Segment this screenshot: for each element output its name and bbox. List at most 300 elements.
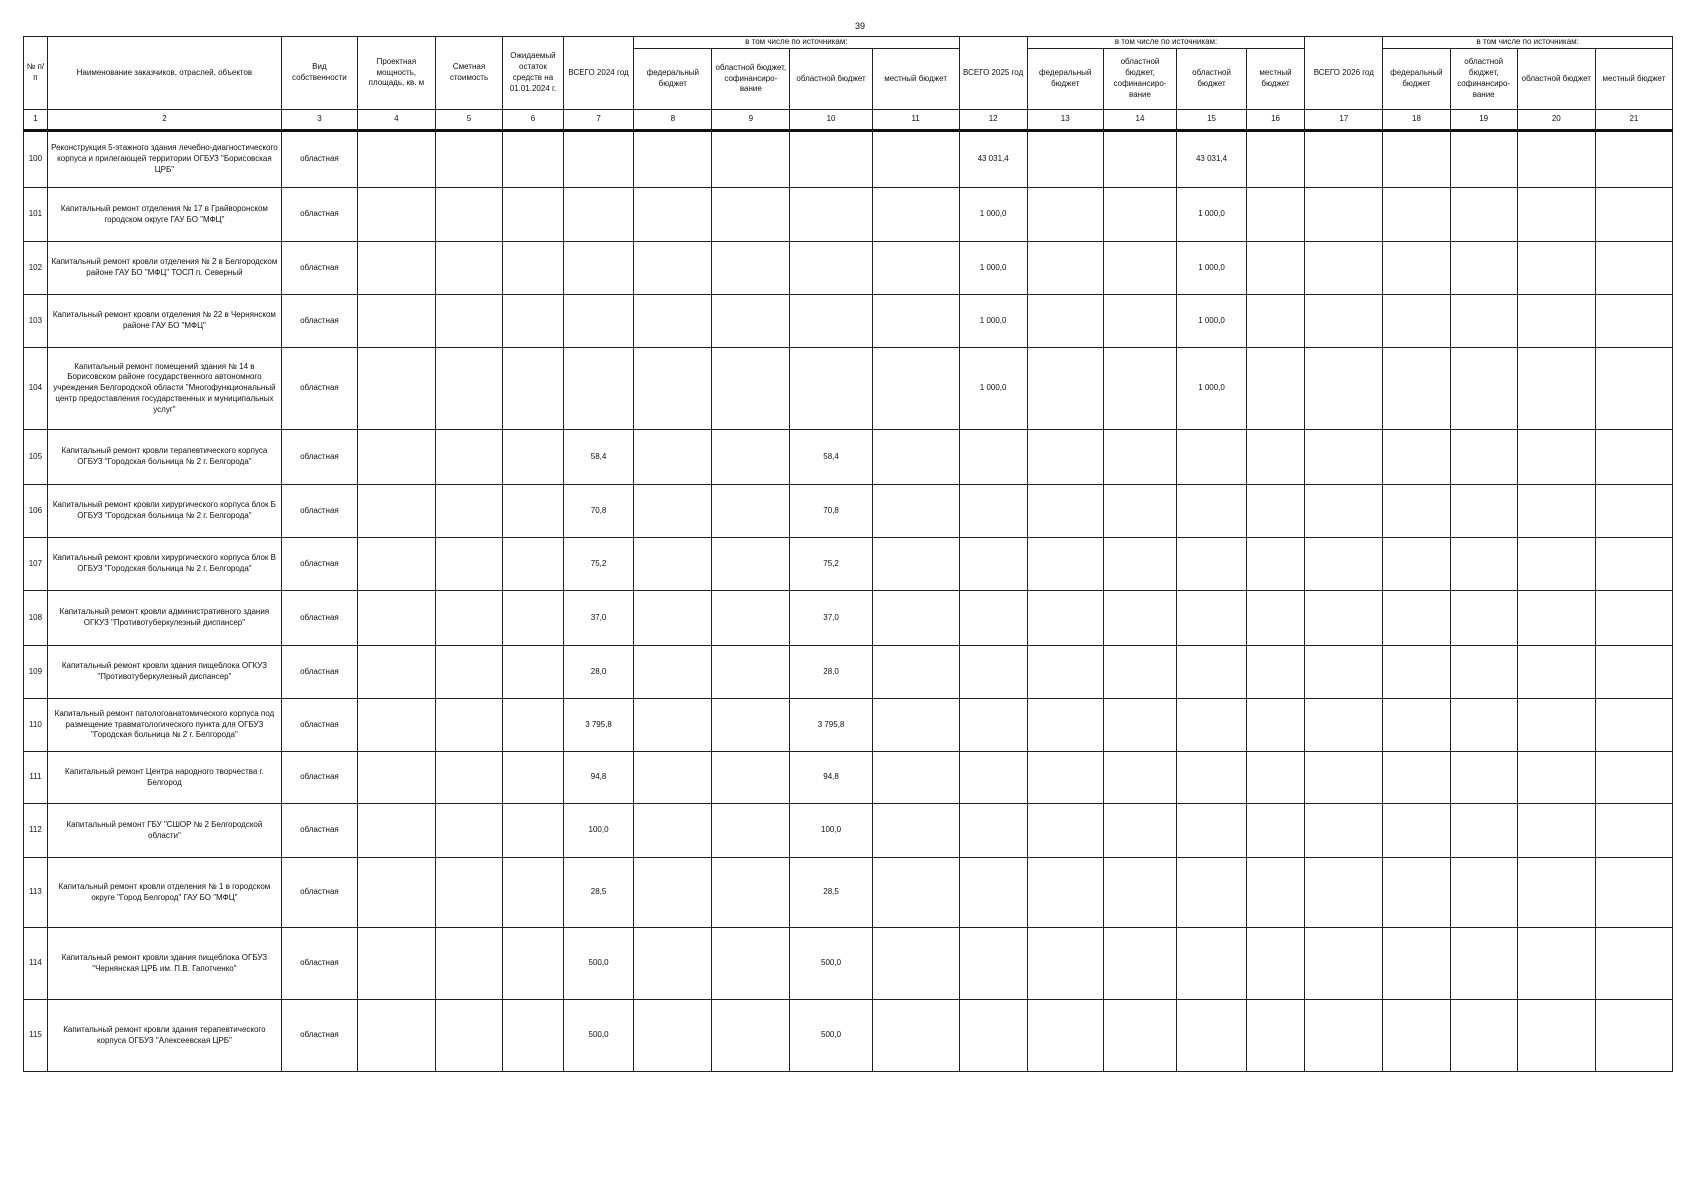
column-number: 16	[1246, 110, 1305, 131]
ownership-type: областная	[281, 646, 357, 699]
cell-empty	[1027, 858, 1103, 928]
cell-empty	[634, 131, 712, 188]
cell-empty	[1103, 858, 1177, 928]
cell-empty	[1595, 646, 1672, 699]
regional-budget-2025	[1177, 752, 1246, 804]
cell-empty	[712, 928, 790, 1000]
cell-empty	[1027, 646, 1103, 699]
regional-budget-2024	[790, 295, 872, 348]
cell-empty	[872, 242, 959, 295]
cell-empty	[1246, 804, 1305, 858]
cell-empty	[1517, 538, 1595, 591]
budget-table	[23, 36, 1673, 1072]
cell-empty	[1383, 538, 1450, 591]
header-name: Наименование заказчиков, отраслей, объектов	[47, 37, 281, 110]
total-2024: 70,8	[563, 485, 633, 538]
regional-budget-2024: 28,0	[790, 646, 872, 699]
header-regional-2026: областной бюджет	[1517, 49, 1595, 110]
cell-empty	[1305, 591, 1383, 646]
ownership-type: областная	[281, 591, 357, 646]
column-number: 4	[357, 110, 435, 131]
cell-empty	[1305, 1000, 1383, 1072]
cell-empty	[1383, 646, 1450, 699]
cell-empty	[435, 348, 502, 430]
cell-empty	[1103, 242, 1177, 295]
regional-budget-2024: 3 795,8	[790, 699, 872, 752]
cell-empty	[1305, 646, 1383, 699]
cell-empty	[1595, 1000, 1672, 1072]
cell-empty	[357, 188, 435, 242]
column-number: 6	[503, 110, 564, 131]
cell-empty	[1383, 928, 1450, 1000]
regional-budget-2024	[790, 348, 872, 430]
cell-empty	[1450, 699, 1517, 752]
cell-empty	[1103, 485, 1177, 538]
header-capacity: Проектная мощность, площадь, кв. м	[357, 37, 435, 110]
cell-empty	[435, 752, 502, 804]
header-federal-2025: федеральный бюджет	[1027, 49, 1103, 110]
cell-empty	[435, 928, 502, 1000]
table-row	[24, 242, 1673, 295]
cell-empty	[1305, 538, 1383, 591]
cell-empty	[1517, 485, 1595, 538]
cell-empty	[634, 430, 712, 485]
regional-budget-2025: 1 000,0	[1177, 242, 1246, 295]
table-row	[24, 752, 1673, 804]
total-2024: 94,8	[563, 752, 633, 804]
cell-empty	[634, 1000, 712, 1072]
cell-empty	[634, 188, 712, 242]
cell-empty	[1383, 348, 1450, 430]
cell-empty	[1595, 752, 1672, 804]
total-2024	[563, 188, 633, 242]
cell-empty	[634, 804, 712, 858]
cell-empty	[1383, 591, 1450, 646]
cell-empty	[1595, 295, 1672, 348]
cell-empty	[1246, 858, 1305, 928]
object-name: Капитальный ремонт кровли хирургического корпуса блок Б ОГБУЗ "Городская больница № 2 г. Белгорода"	[47, 485, 281, 538]
cell-empty	[1027, 188, 1103, 242]
object-name: Капитальный ремонт отделения № 17 в Грайворонском городском округе ГАУ БО "МФЦ"	[47, 188, 281, 242]
column-number: 14	[1103, 110, 1177, 131]
table-row	[24, 1000, 1673, 1072]
column-number: 10	[790, 110, 872, 131]
cell-empty	[1246, 295, 1305, 348]
cell-empty	[1305, 430, 1383, 485]
cell-empty	[1595, 858, 1672, 928]
header-local-2026: местный бюджет	[1595, 49, 1672, 110]
cell-empty	[1305, 485, 1383, 538]
cell-empty	[712, 591, 790, 646]
total-2024: 75,2	[563, 538, 633, 591]
total-2024: 500,0	[563, 1000, 633, 1072]
cell-empty	[1027, 430, 1103, 485]
cell-empty	[1246, 430, 1305, 485]
table-row	[24, 804, 1673, 858]
ownership-type: областная	[281, 242, 357, 295]
total-2024	[563, 242, 633, 295]
total-2025	[959, 928, 1027, 1000]
header-group-2025: в том числе по источникам:	[1027, 37, 1305, 49]
cell-empty	[872, 804, 959, 858]
cell-empty	[1246, 646, 1305, 699]
cell-empty	[435, 646, 502, 699]
cell-empty	[872, 295, 959, 348]
header-local-2025: местный бюджет	[1246, 49, 1305, 110]
header-local-2024: местный бюджет	[872, 49, 959, 110]
cell-empty	[634, 928, 712, 1000]
object-name: Капитальный ремонт Центра народного творчества г. Белгород	[47, 752, 281, 804]
cell-empty	[712, 131, 790, 188]
cell-empty	[1450, 752, 1517, 804]
cell-empty	[1246, 591, 1305, 646]
cell-empty	[435, 242, 502, 295]
cell-empty	[1450, 485, 1517, 538]
total-2025	[959, 538, 1027, 591]
cell-empty	[1305, 804, 1383, 858]
cell-empty	[357, 699, 435, 752]
row-number: 109	[24, 646, 48, 699]
row-number: 115	[24, 1000, 48, 1072]
total-2025	[959, 591, 1027, 646]
object-name: Капитальный ремонт кровли отделения № 22 в Чернянском районе ГАУ БО "МФЦ"	[47, 295, 281, 348]
total-2025: 1 000,0	[959, 348, 1027, 430]
cell-empty	[1595, 188, 1672, 242]
ownership-type: областная	[281, 858, 357, 928]
cell-empty	[634, 591, 712, 646]
cell-empty	[357, 348, 435, 430]
column-number: 20	[1517, 110, 1595, 131]
cell-empty	[1027, 242, 1103, 295]
row-number: 112	[24, 804, 48, 858]
cell-empty	[503, 295, 564, 348]
cell-empty	[1383, 188, 1450, 242]
cell-empty	[634, 752, 712, 804]
header-group-2026: в том числе по источникам:	[1383, 37, 1673, 49]
regional-budget-2024: 70,8	[790, 485, 872, 538]
cell-empty	[1305, 858, 1383, 928]
cell-empty	[872, 646, 959, 699]
total-2024	[563, 131, 633, 188]
cell-empty	[1305, 348, 1383, 430]
cell-empty	[634, 699, 712, 752]
object-name: Капитальный ремонт кровли здания терапевтического корпуса ОГБУЗ "Алексеевская ЦРБ"	[47, 1000, 281, 1072]
ownership-type: областная	[281, 804, 357, 858]
ownership-type: областная	[281, 699, 357, 752]
column-number: 11	[872, 110, 959, 131]
object-name: Капитальный ремонт кровли терапевтического корпуса ОГБУЗ "Городская больница № 2 г. Белгорода"	[47, 430, 281, 485]
column-number: 19	[1450, 110, 1517, 131]
cell-empty	[1027, 1000, 1103, 1072]
row-number: 106	[24, 485, 48, 538]
page-number: 39	[854, 21, 865, 31]
row-number: 111	[24, 752, 48, 804]
ownership-type: областная	[281, 752, 357, 804]
cell-empty	[1595, 699, 1672, 752]
total-2024: 58,4	[563, 430, 633, 485]
cell-empty	[435, 188, 502, 242]
cell-empty	[1450, 1000, 1517, 1072]
cell-empty	[1305, 131, 1383, 188]
cell-empty	[1027, 591, 1103, 646]
table-row	[24, 928, 1673, 1000]
total-2025: 1 000,0	[959, 295, 1027, 348]
cell-empty	[1103, 646, 1177, 699]
cell-empty	[1450, 804, 1517, 858]
cell-empty	[1246, 1000, 1305, 1072]
cell-empty	[1450, 348, 1517, 430]
header-regional-2025: областной бюджет	[1177, 49, 1246, 110]
row-number: 108	[24, 591, 48, 646]
row-number: 114	[24, 928, 48, 1000]
column-number: 2	[47, 110, 281, 131]
regional-budget-2025: 43 031,4	[1177, 131, 1246, 188]
row-number: 100	[24, 131, 48, 188]
cell-empty	[712, 348, 790, 430]
cell-empty	[1450, 591, 1517, 646]
cell-empty	[1517, 699, 1595, 752]
regional-budget-2025	[1177, 928, 1246, 1000]
cell-empty	[503, 188, 564, 242]
cell-empty	[872, 131, 959, 188]
regional-budget-2024: 500,0	[790, 1000, 872, 1072]
total-2025	[959, 752, 1027, 804]
table-row	[24, 295, 1673, 348]
object-name: Капитальный ремонт ГБУ "СШОР № 2 Белгородской области"	[47, 804, 281, 858]
table-row	[24, 131, 1673, 188]
regional-budget-2024: 500,0	[790, 928, 872, 1000]
cell-empty	[357, 858, 435, 928]
cell-empty	[435, 131, 502, 188]
cell-empty	[1305, 295, 1383, 348]
header-total-2025: ВСЕГО 2025 год	[959, 37, 1027, 110]
cell-empty	[435, 295, 502, 348]
cell-empty	[1517, 188, 1595, 242]
object-name: Капитальный ремонт кровли здания пищеблока ОГКУЗ "Противотуберкулезный диспансер"	[47, 646, 281, 699]
cell-empty	[1595, 804, 1672, 858]
row-number: 101	[24, 188, 48, 242]
cell-empty	[503, 591, 564, 646]
column-number-row	[24, 110, 1673, 131]
row-number: 105	[24, 430, 48, 485]
column-number: 12	[959, 110, 1027, 131]
total-2025	[959, 1000, 1027, 1072]
cell-empty	[1450, 131, 1517, 188]
cell-empty	[357, 131, 435, 188]
row-number: 102	[24, 242, 48, 295]
cell-empty	[1027, 538, 1103, 591]
cell-empty	[357, 295, 435, 348]
cell-empty	[872, 485, 959, 538]
cell-empty	[435, 485, 502, 538]
cell-empty	[435, 804, 502, 858]
regional-budget-2024	[790, 131, 872, 188]
cell-empty	[357, 1000, 435, 1072]
cell-empty	[872, 591, 959, 646]
cell-empty	[1595, 131, 1672, 188]
row-number: 104	[24, 348, 48, 430]
cell-empty	[712, 699, 790, 752]
regional-budget-2024: 75,2	[790, 538, 872, 591]
cell-empty	[1517, 752, 1595, 804]
total-2024: 500,0	[563, 928, 633, 1000]
column-number: 15	[1177, 110, 1246, 131]
header-estimate: Сметная стоимость	[435, 37, 502, 110]
table-row	[24, 858, 1673, 928]
cell-empty	[1517, 131, 1595, 188]
regional-budget-2025	[1177, 858, 1246, 928]
cell-empty	[712, 538, 790, 591]
cell-empty	[503, 858, 564, 928]
cell-empty	[1517, 928, 1595, 1000]
cell-empty	[712, 485, 790, 538]
cell-empty	[712, 752, 790, 804]
cell-empty	[634, 646, 712, 699]
cell-empty	[1305, 242, 1383, 295]
regional-budget-2024: 100,0	[790, 804, 872, 858]
cell-empty	[1383, 752, 1450, 804]
cell-empty	[1517, 348, 1595, 430]
cell-empty	[1246, 131, 1305, 188]
cell-empty	[1103, 131, 1177, 188]
cell-empty	[872, 858, 959, 928]
header-regional-cofin-2025: областной бюджет, софинансиро-вание	[1103, 49, 1177, 110]
regional-budget-2025	[1177, 430, 1246, 485]
cell-empty	[503, 1000, 564, 1072]
cell-empty	[503, 804, 564, 858]
cell-empty	[503, 699, 564, 752]
cell-empty	[1246, 928, 1305, 1000]
cell-empty	[357, 242, 435, 295]
total-2024	[563, 295, 633, 348]
ownership-type: областная	[281, 131, 357, 188]
total-2025	[959, 858, 1027, 928]
cell-empty	[1517, 646, 1595, 699]
ownership-type: областная	[281, 538, 357, 591]
column-number: 18	[1383, 110, 1450, 131]
cell-empty	[503, 646, 564, 699]
total-2025	[959, 804, 1027, 858]
cell-empty	[712, 188, 790, 242]
cell-empty	[1595, 591, 1672, 646]
cell-empty	[1246, 752, 1305, 804]
cell-empty	[357, 804, 435, 858]
ownership-type: областная	[281, 188, 357, 242]
cell-empty	[1517, 591, 1595, 646]
cell-empty	[503, 485, 564, 538]
regional-budget-2025	[1177, 804, 1246, 858]
cell-empty	[872, 538, 959, 591]
cell-empty	[357, 646, 435, 699]
object-name: Капитальный ремонт кровли здания пищеблока ОГБУЗ "Чернянская ЦРБ им. П.В. Гапотченко"	[47, 928, 281, 1000]
total-2025: 1 000,0	[959, 242, 1027, 295]
regional-budget-2025	[1177, 485, 1246, 538]
cell-empty	[712, 646, 790, 699]
regional-budget-2024: 37,0	[790, 591, 872, 646]
header-regional-2024: областной бюджет	[790, 49, 872, 110]
table-row	[24, 485, 1673, 538]
total-2025	[959, 485, 1027, 538]
header-regional-cofin-2024: областной бюджет, софинансиро-вание	[712, 49, 790, 110]
cell-empty	[1103, 1000, 1177, 1072]
cell-empty	[1027, 699, 1103, 752]
column-number: 7	[563, 110, 633, 131]
table-row	[24, 591, 1673, 646]
cell-empty	[872, 752, 959, 804]
cell-empty	[634, 295, 712, 348]
cell-empty	[357, 752, 435, 804]
cell-empty	[357, 591, 435, 646]
total-2024: 3 795,8	[563, 699, 633, 752]
header-total-2026: ВСЕГО 2026 год	[1305, 37, 1383, 110]
ownership-type: областная	[281, 485, 357, 538]
regional-budget-2025: 1 000,0	[1177, 295, 1246, 348]
cell-empty	[1383, 1000, 1450, 1072]
total-2024: 28,5	[563, 858, 633, 928]
column-number: 13	[1027, 110, 1103, 131]
table-body	[24, 131, 1673, 1072]
cell-empty	[712, 242, 790, 295]
column-number: 21	[1595, 110, 1672, 131]
cell-empty	[1246, 242, 1305, 295]
cell-empty	[1103, 699, 1177, 752]
row-number: 113	[24, 858, 48, 928]
cell-empty	[1027, 928, 1103, 1000]
ownership-type: областная	[281, 295, 357, 348]
cell-empty	[1027, 131, 1103, 188]
cell-empty	[1103, 348, 1177, 430]
header-federal-2026: федеральный бюджет	[1383, 49, 1450, 110]
cell-empty	[1450, 538, 1517, 591]
cell-empty	[1517, 804, 1595, 858]
regional-budget-2024: 58,4	[790, 430, 872, 485]
cell-empty	[634, 485, 712, 538]
ownership-type: областная	[281, 928, 357, 1000]
ownership-type: областная	[281, 348, 357, 430]
cell-empty	[1450, 858, 1517, 928]
cell-empty	[1246, 538, 1305, 591]
column-number: 5	[435, 110, 502, 131]
header-federal-2024: федеральный бюджет	[634, 49, 712, 110]
table-row	[24, 699, 1673, 752]
cell-empty	[872, 430, 959, 485]
cell-empty	[1383, 858, 1450, 928]
regional-budget-2025	[1177, 538, 1246, 591]
cell-empty	[1246, 348, 1305, 430]
cell-empty	[1450, 646, 1517, 699]
cell-empty	[503, 752, 564, 804]
cell-empty	[1103, 804, 1177, 858]
cell-empty	[1383, 804, 1450, 858]
cell-empty	[503, 242, 564, 295]
cell-empty	[503, 538, 564, 591]
ownership-type: областная	[281, 430, 357, 485]
cell-empty	[1595, 242, 1672, 295]
cell-empty	[1595, 348, 1672, 430]
regional-budget-2025	[1177, 646, 1246, 699]
cell-empty	[1517, 242, 1595, 295]
cell-empty	[1450, 430, 1517, 485]
cell-empty	[1103, 752, 1177, 804]
cell-empty	[435, 538, 502, 591]
cell-empty	[1246, 188, 1305, 242]
object-name: Капитальный ремонт кровли хирургического корпуса блок В ОГБУЗ "Городская больница № 2 г. Белгорода"	[47, 538, 281, 591]
cell-empty	[1595, 928, 1672, 1000]
cell-empty	[1246, 699, 1305, 752]
object-name: Капитальный ремонт кровли отделения № 2 в Белгородском районе ГАУ БО "МФЦ" ТОСП п. Северный	[47, 242, 281, 295]
cell-empty	[1027, 804, 1103, 858]
cell-empty	[1103, 538, 1177, 591]
